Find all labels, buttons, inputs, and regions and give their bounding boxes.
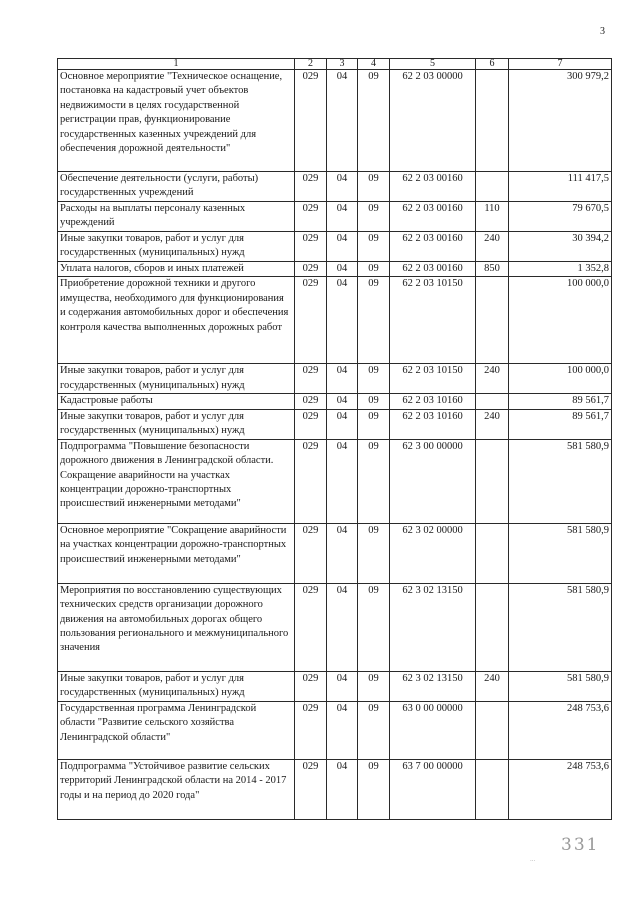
table-row [58, 409, 612, 439]
scan-marks: ... [530, 855, 536, 863]
row-ministry-code: 029 [295, 70, 327, 172]
row-expense-type: 240 [476, 364, 509, 394]
row-expense-type [476, 70, 509, 172]
row-name: Подпрограмма "Устойчивое развитие сельских территорий Ленинградской области на 2014 - 2017 годы и на период до 2020 года" [58, 759, 295, 819]
row-subsection-code: 09 [358, 70, 390, 172]
row-section-code: 04 [327, 262, 358, 277]
row-amount: 581 580,9 [509, 439, 612, 523]
row-amount: 100 000,0 [509, 364, 612, 394]
col-header-7: 7 [509, 59, 612, 70]
row-subsection-code: 09 [358, 202, 390, 232]
row-amount: 581 580,9 [509, 523, 612, 583]
row-subsection-code: 09 [358, 172, 390, 202]
row-expense-type [476, 701, 509, 759]
col-header-6: 6 [476, 59, 509, 70]
row-amount: 100 000,0 [509, 277, 612, 364]
row-name: Основное мероприятие "Техническое оснащение, постановка на кадастровый учет объектов недвижимости в целях государственной регистрации прав, функционирование государственных казенных учреждений для обеспечения дорожной деятельности" [58, 70, 295, 172]
row-ministry-code: 029 [295, 583, 327, 671]
row-subsection-code: 09 [358, 523, 390, 583]
table-row [58, 262, 612, 277]
row-section-code: 04 [327, 70, 358, 172]
row-amount: 30 394,2 [509, 232, 612, 262]
row-ministry-code: 029 [295, 394, 327, 409]
page-stamp-number: 331 [561, 835, 600, 855]
table-row [58, 439, 612, 523]
row-expense-type: 240 [476, 671, 509, 701]
row-target-article: 62 2 03 00000 [390, 70, 476, 172]
row-amount: 300 979,2 [509, 70, 612, 172]
col-header-5: 5 [390, 59, 476, 70]
row-ministry-code: 029 [295, 232, 327, 262]
row-subsection-code: 09 [358, 409, 390, 439]
row-target-article: 62 3 02 13150 [390, 671, 476, 701]
row-target-article: 62 2 03 00160 [390, 202, 476, 232]
row-subsection-code: 09 [358, 701, 390, 759]
row-expense-type [476, 394, 509, 409]
row-expense-type [476, 439, 509, 523]
row-amount: 581 580,9 [509, 583, 612, 671]
table-row [58, 202, 612, 232]
row-subsection-code: 09 [358, 583, 390, 671]
row-section-code: 04 [327, 364, 358, 394]
row-section-code: 04 [327, 394, 358, 409]
table-row [58, 172, 612, 202]
row-ministry-code: 029 [295, 409, 327, 439]
row-section-code: 04 [327, 583, 358, 671]
table-row [58, 70, 612, 172]
row-amount: 111 417,5 [509, 172, 612, 202]
row-subsection-code: 09 [358, 671, 390, 701]
row-target-article: 63 0 00 00000 [390, 701, 476, 759]
col-header-2: 2 [295, 59, 327, 70]
row-name: Мероприятия по восстановлению существующих технических средств организации дорожного движения на автомобильных дорогах общего пользования регионального и межмуниципального значения [58, 583, 295, 671]
budget-table [57, 58, 612, 820]
table-row [58, 701, 612, 759]
row-subsection-code: 09 [358, 364, 390, 394]
row-name: Иные закупки товаров, работ и услуг для государственных (муниципальных) нужд [58, 671, 295, 701]
page-number: 3 [600, 26, 605, 37]
row-amount: 581 580,9 [509, 671, 612, 701]
table-row [58, 364, 612, 394]
row-ministry-code: 029 [295, 759, 327, 819]
row-target-article: 62 2 03 00160 [390, 172, 476, 202]
row-target-article: 62 2 03 10150 [390, 364, 476, 394]
row-expense-type: 110 [476, 202, 509, 232]
row-subsection-code: 09 [358, 394, 390, 409]
table-row [58, 759, 612, 819]
row-name: Иные закупки товаров, работ и услуг для государственных (муниципальных) нужд [58, 364, 295, 394]
row-expense-type [476, 172, 509, 202]
table-row [58, 671, 612, 701]
row-expense-type [476, 759, 509, 819]
row-expense-type [476, 277, 509, 364]
row-target-article: 62 3 02 00000 [390, 523, 476, 583]
row-target-article: 62 2 03 00160 [390, 262, 476, 277]
col-header-4: 4 [358, 59, 390, 70]
row-subsection-code: 09 [358, 232, 390, 262]
col-header-3: 3 [327, 59, 358, 70]
row-amount: 79 670,5 [509, 202, 612, 232]
row-amount: 89 561,7 [509, 394, 612, 409]
row-section-code: 04 [327, 759, 358, 819]
row-section-code: 04 [327, 172, 358, 202]
row-ministry-code: 029 [295, 202, 327, 232]
row-target-article: 62 3 00 00000 [390, 439, 476, 523]
row-subsection-code: 09 [358, 439, 390, 523]
row-expense-type: 240 [476, 232, 509, 262]
row-section-code: 04 [327, 232, 358, 262]
row-expense-type: 240 [476, 409, 509, 439]
row-amount: 1 352,8 [509, 262, 612, 277]
row-name: Иные закупки товаров, работ и услуг для государственных (муниципальных) нужд [58, 409, 295, 439]
row-subsection-code: 09 [358, 759, 390, 819]
row-ministry-code: 029 [295, 172, 327, 202]
row-target-article: 62 2 03 00160 [390, 232, 476, 262]
row-name: Подпрограмма "Повышение безопасности дорожного движения в Ленинградской области. Сокращение аварийности на участках концентрации дорожно-транспортных происшествий инженерными методами" [58, 439, 295, 523]
row-target-article: 62 2 03 10160 [390, 409, 476, 439]
row-name: Обеспечение деятельности (услуги, работы) государственных учреждений [58, 172, 295, 202]
row-name: Расходы на выплаты персоналу казенных учреждений [58, 202, 295, 232]
row-name: Основное мероприятие "Сокращение аварийности на участках концентрации дорожно-транспортных происшествий инженерными методами" [58, 523, 295, 583]
row-subsection-code: 09 [358, 262, 390, 277]
row-target-article: 63 7 00 00000 [390, 759, 476, 819]
row-ministry-code: 029 [295, 523, 327, 583]
row-ministry-code: 029 [295, 671, 327, 701]
table-header-row [58, 59, 612, 70]
row-name: Кадастровые работы [58, 394, 295, 409]
row-name: Государственная программа Ленинградской области "Развитие сельского хозяйства Ленинградской области" [58, 701, 295, 759]
row-ministry-code: 029 [295, 439, 327, 523]
row-ministry-code: 029 [295, 262, 327, 277]
table-row [58, 232, 612, 262]
row-target-article: 62 3 02 13150 [390, 583, 476, 671]
row-expense-type: 850 [476, 262, 509, 277]
row-amount: 89 561,7 [509, 409, 612, 439]
row-ministry-code: 029 [295, 701, 327, 759]
row-target-article: 62 2 03 10160 [390, 394, 476, 409]
row-section-code: 04 [327, 202, 358, 232]
row-expense-type [476, 523, 509, 583]
row-section-code: 04 [327, 671, 358, 701]
row-subsection-code: 09 [358, 277, 390, 364]
table-row [58, 277, 612, 364]
row-section-code: 04 [327, 523, 358, 583]
row-target-article: 62 2 03 10150 [390, 277, 476, 364]
row-section-code: 04 [327, 277, 358, 364]
col-header-1: 1 [58, 59, 295, 70]
row-ministry-code: 029 [295, 277, 327, 364]
row-amount: 248 753,6 [509, 759, 612, 819]
row-section-code: 04 [327, 439, 358, 523]
table-row [58, 523, 612, 583]
row-name: Приобретение дорожной техники и другого имущества, необходимого для функционирования и содержания автомобильных дорог и обеспечения контроля качества выполненных дорожных работ [58, 277, 295, 364]
row-section-code: 04 [327, 701, 358, 759]
table-row [58, 394, 612, 409]
row-section-code: 04 [327, 409, 358, 439]
row-expense-type [476, 583, 509, 671]
table-row [58, 583, 612, 671]
row-amount: 248 753,6 [509, 701, 612, 759]
row-name: Иные закупки товаров, работ и услуг для государственных (муниципальных) нужд [58, 232, 295, 262]
row-ministry-code: 029 [295, 364, 327, 394]
row-name: Уплата налогов, сборов и иных платежей [58, 262, 295, 277]
